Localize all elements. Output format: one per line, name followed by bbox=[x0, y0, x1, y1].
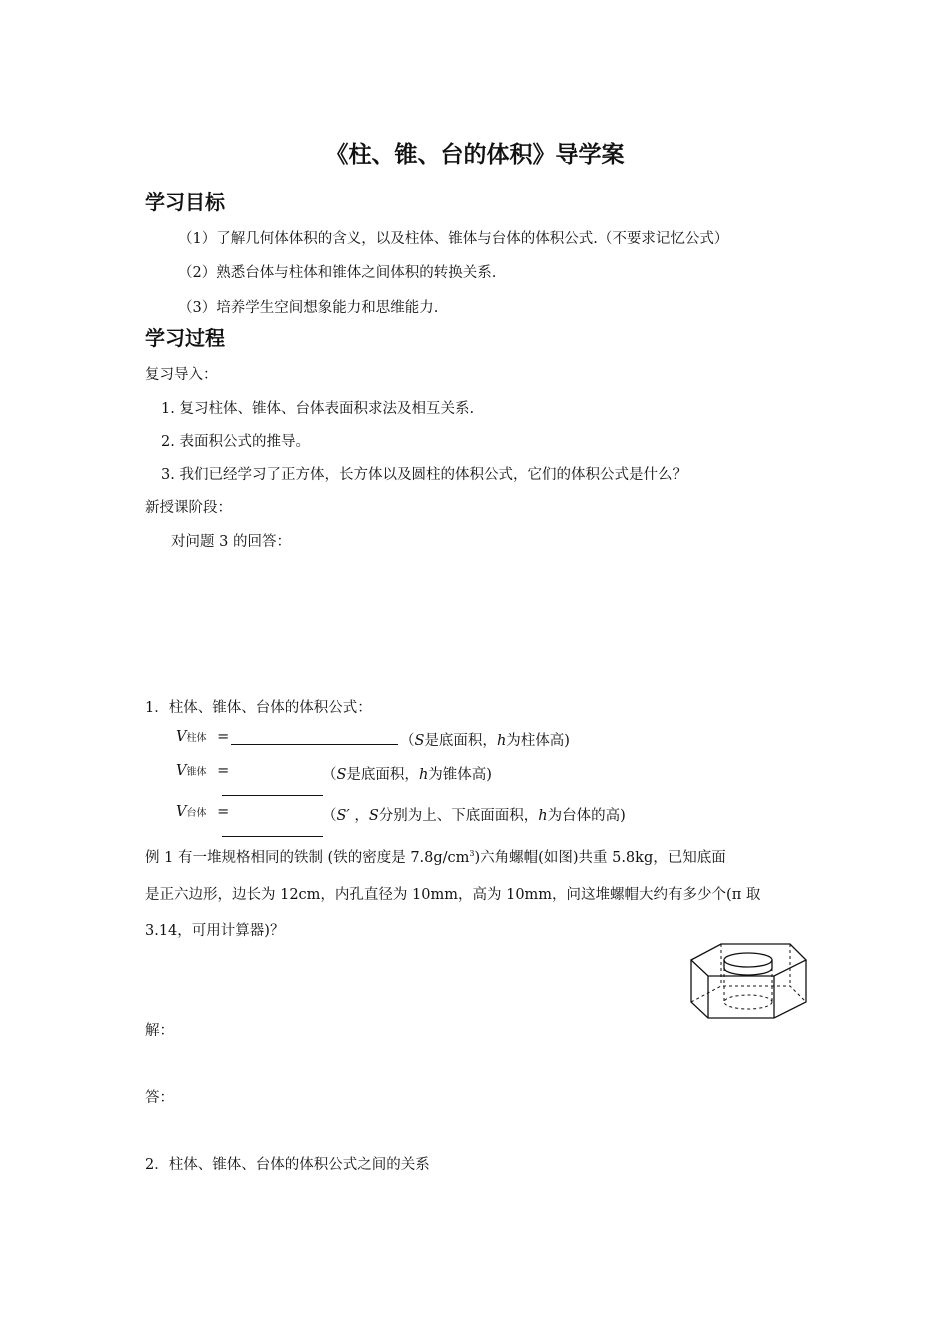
hex-nut-icon bbox=[686, 938, 812, 1024]
formula-prism-note: （S是底面积，h为柱体高) bbox=[400, 733, 570, 749]
answer-q3-label: 对问题 3 的回答： bbox=[171, 534, 291, 550]
solution-label: 解： bbox=[145, 1023, 174, 1039]
review-item-3: 3. 我们已经学习了正方体，长方体以及圆柱的体积公式，它们的体积公式是什么？ bbox=[161, 467, 687, 483]
formula-prism-blank[interactable] bbox=[231, 744, 398, 745]
objectives-heading: 学习目标 bbox=[145, 190, 225, 214]
page-title: 《柱、锥、台的体积》导学案 bbox=[325, 142, 625, 168]
formula-cone-blank[interactable] bbox=[222, 795, 323, 796]
formula-cone-note: （S是底面积，h为锥体高) bbox=[322, 767, 492, 783]
new-lesson-label: 新授课阶段： bbox=[145, 500, 232, 516]
formula-frustum-blank[interactable] bbox=[222, 836, 323, 837]
formula-cone: V锥体 = bbox=[176, 763, 230, 779]
section2-heading: 2．柱体、锥体、台体的体积公式之间的关系 bbox=[145, 1157, 430, 1173]
formula-frustum-note: （S′ ，S分别为上、下底面面积，h为台体的高) bbox=[322, 808, 626, 824]
example1-line3: 3.14，可用计算器)？ bbox=[145, 923, 285, 939]
objective-item-2: （2）熟悉台体与柱体和锥体之间体积的转换关系. bbox=[178, 265, 497, 281]
answer-label: 答： bbox=[145, 1090, 174, 1106]
formula-prism: V柱体 = bbox=[176, 729, 230, 745]
process-heading: 学习过程 bbox=[145, 326, 225, 350]
review-label: 复习导入： bbox=[145, 367, 218, 383]
objective-item-1: （1）了解几何体体积的含义，以及柱体、锥体与台体的体积公式.（不要求记忆公式） bbox=[178, 231, 729, 247]
section1-heading: 1．柱体、锥体、台体的体积公式： bbox=[145, 700, 372, 716]
example1-line1: 例 1 有一堆规格相同的铁制 (铁的密度是 $7.8g/cm^3$)六角螺帽(如图)共重 5.8kg，已知底面 bbox=[145, 849, 726, 866]
review-item-1: 1. 复习柱体、锥体、台体表面积求法及相互关系. bbox=[161, 401, 475, 417]
example1-line2: 是正六边形，边长为 12cm，内孔直径为 10mm，高为 10mm，问这堆螺帽大约有多少个(π 取 bbox=[145, 887, 761, 903]
formula-frustum: V台体 = bbox=[176, 804, 230, 820]
review-item-2: 2. 表面积公式的推导。 bbox=[161, 434, 310, 450]
objective-item-3: （3）培养学生空间想象能力和思维能力. bbox=[178, 300, 439, 316]
